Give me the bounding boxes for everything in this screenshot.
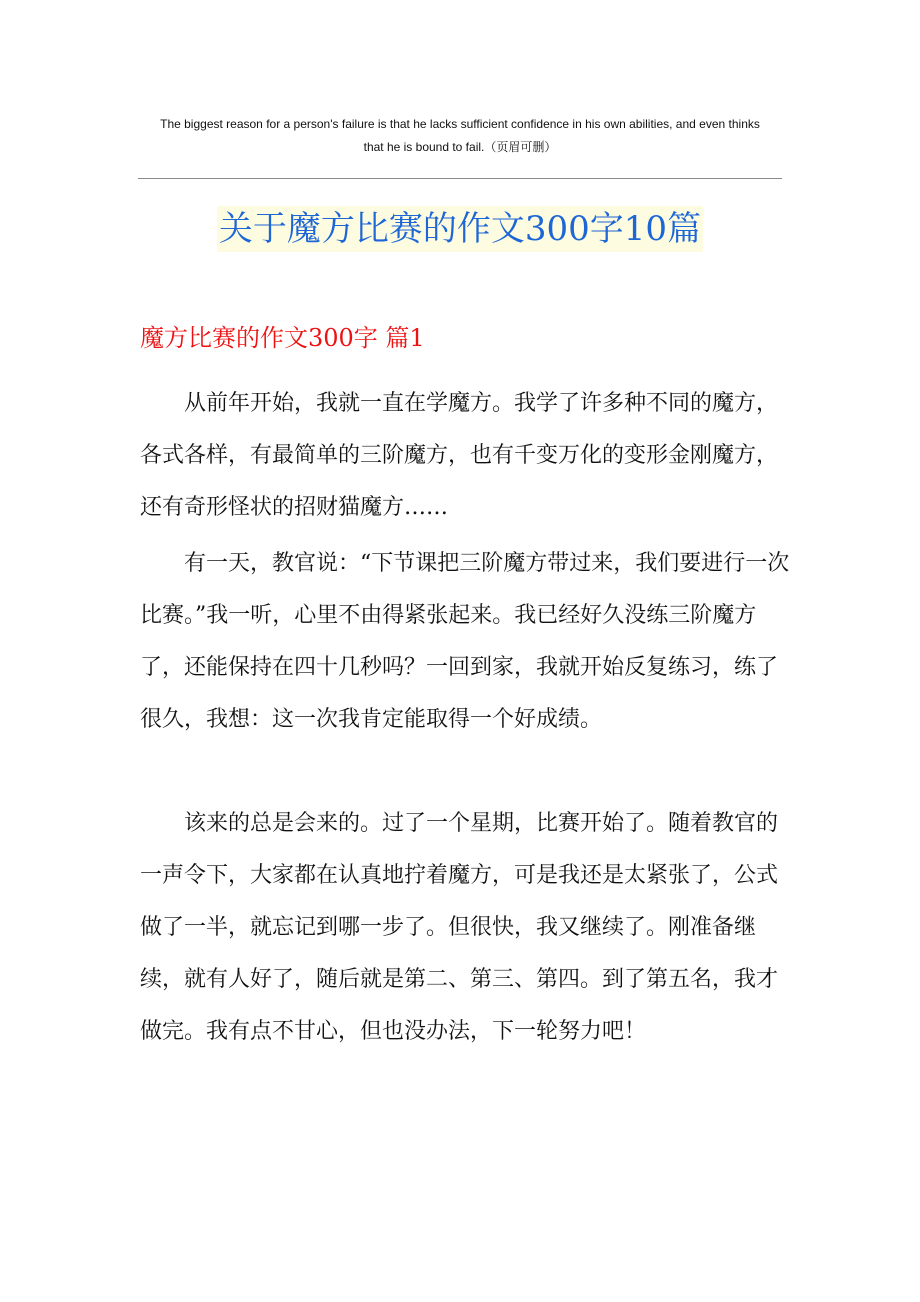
document-title: 关于魔方比赛的作文300字10篇 bbox=[217, 206, 703, 252]
paragraph-3: 该来的总是会来的。过了一个星期，比赛开始了。随着教官的一声令下，大家都在认真地拧着魔方，可是我还是太紧张了，公式做了一半，就忘记到哪一步了。但很快，我又继续了。刚准备继续，就有人好了，随后就是第二、第三、第四。到了第五名，我才做完。我有点不甘心，但也没办法，下一轮努力吧！ bbox=[140, 811, 779, 1044]
title-container bbox=[0, 206, 920, 252]
header-quote-line-1: The biggest reason for a person's failure is that he lacks sufficient confidence in his own abilities, and even thinks bbox=[160, 117, 760, 131]
header-quote-line-2: that he is bound to fail.（页眉可删） bbox=[363, 140, 557, 154]
header-divider bbox=[138, 178, 782, 179]
page-header bbox=[138, 113, 782, 159]
paragraph-1: 从前年开始，我就一直在学魔方。我学了许多种不同的魔方，各式各样，有最简单的三阶魔方，也有千变万化的变形金刚魔方，还有奇形怪状的招财猫魔方…… bbox=[140, 391, 779, 520]
section-heading: 魔方比赛的作文300字 篇1 bbox=[140, 324, 425, 352]
paragraph-2: 有一天，教官说：“下节课把三阶魔方带过来，我们要进行一次比赛。”我一听，心里不由得紧张起来。我已经好久没练三阶魔方了，还能保持在四十几秒吗？一回到家，我就开始反复练习，练了很久，我想：这一次我肯定能取得一个好成绩。 bbox=[140, 551, 790, 732]
